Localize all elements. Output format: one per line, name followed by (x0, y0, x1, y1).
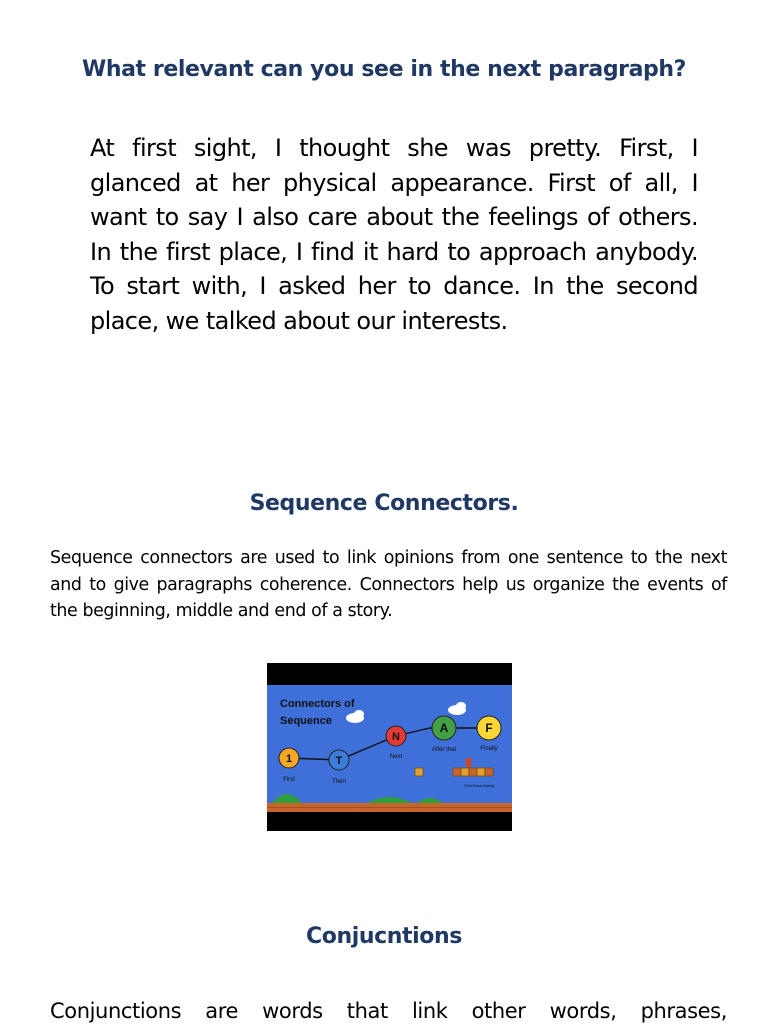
conjunctions-paragraph: Conjunctions are words that link other words, phrases, (50, 999, 727, 1023)
step-after-that-label: After that (431, 747, 457, 753)
step-first-letter: 1 (285, 753, 293, 765)
step-finally-label: Finally (480, 746, 498, 752)
connectors-of-sequence-image (267, 663, 512, 831)
step-next-letter: N (392, 731, 400, 743)
step-finally (477, 716, 501, 752)
sequence-connectors-paragraph: Sequence connectors are used to link opinions from one sentence to the next and to give paragraphs coherence. Connectors help us organize the events of the beginning, middle and end of a story. (50, 548, 727, 622)
step-then-letter: T (335, 755, 343, 767)
step-after-that (432, 716, 457, 753)
figure-title-line2: Sequence (280, 715, 332, 727)
sequence-connectors-heading: Sequence Connectors. (249, 491, 519, 516)
question-heading: What relevant can you see in the next paragraph? (81, 57, 687, 82)
conjunctions-heading: Conjucntions (306, 924, 462, 949)
step-first-label: First (283, 777, 295, 783)
step-after-that-letter: A (439, 721, 449, 735)
example-paragraph: At first sight, I thought she was pretty. First, I glanced at her physical appearance. First of all, I want to say I also care about the feelings of others. In the first place, I find it hard to approach anybody. To start with, I asked her to dance. In the second place, we talked about our interests. (90, 134, 698, 335)
step-then-label: Then (332, 779, 346, 785)
figure-title-line1: Connectors of (280, 698, 355, 710)
step-finally-letter: F (485, 721, 493, 735)
step-next-label: Next (389, 754, 403, 760)
connectors-diagram (267, 663, 512, 831)
figure-footer-text: Third Grade Activity (463, 784, 495, 788)
